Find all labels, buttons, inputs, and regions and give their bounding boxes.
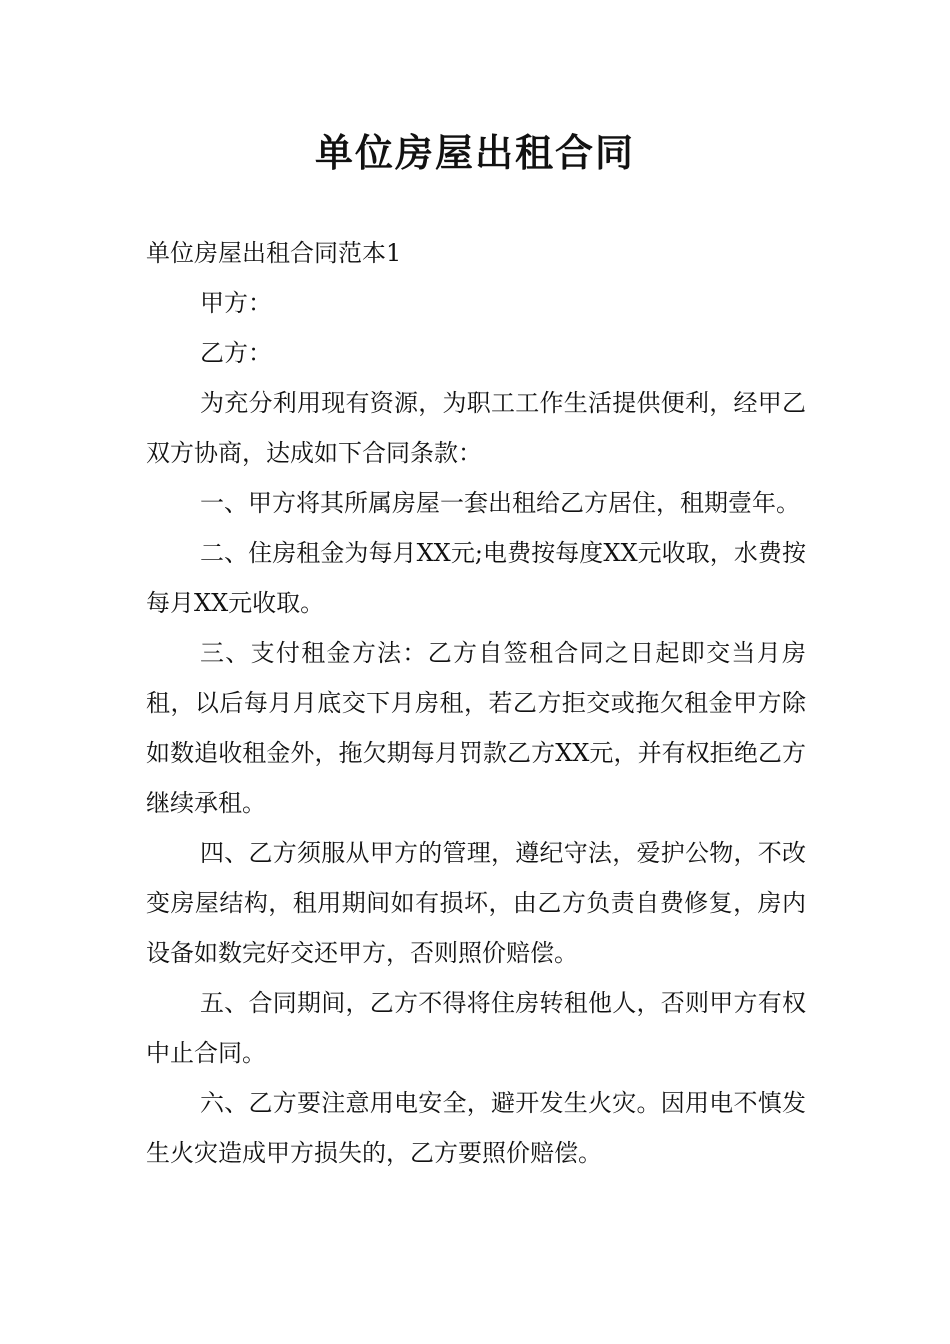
preamble-paragraph: 为充分利用现有资源，为职工工作生活提供便利，经甲乙双方协商，达成如下合同条款：	[146, 389, 806, 467]
document-title: 单位房屋出租合同	[314, 131, 635, 175]
clause-3: 三、支付租金方法：乙方自签租合同之日起即交当月房租，以后每月月底交下月房租，若乙方拒交或拖欠租金甲方除如数追收租金外，拖欠期每月罚款乙方XX元，并有权拒绝乙方继续承租。	[146, 639, 806, 817]
clause-5: 五、合同期间，乙方不得将住房转租他人，否则甲方有权中止合同。	[146, 989, 806, 1067]
document-body	[146, 228, 806, 1178]
party-b-line: 乙方：	[200, 339, 272, 367]
clause-6: 六、乙方要注意用电安全，避开发生火灾。因用电不慎发生火灾造成甲方损失的，乙方要照价赔偿。	[146, 1089, 806, 1167]
clause-1: 一、甲方将其所属房屋一套出租给乙方居住，租期壹年。	[200, 489, 800, 517]
party-a-line: 甲方：	[200, 289, 272, 317]
clause-2: 二、住房租金为每月XX元;电费按每度XX元收取，水费按每月XX元收取。	[146, 539, 806, 617]
document-subtitle: 单位房屋出租合同范本1	[146, 239, 402, 267]
clause-4: 四、乙方须服从甲方的管理，遵纪守法，爱护公物，不改变房屋结构，租用期间如有损坏，由乙方负责自费修复，房内设备如数完好交还甲方，否则照价赔偿。	[146, 839, 806, 967]
